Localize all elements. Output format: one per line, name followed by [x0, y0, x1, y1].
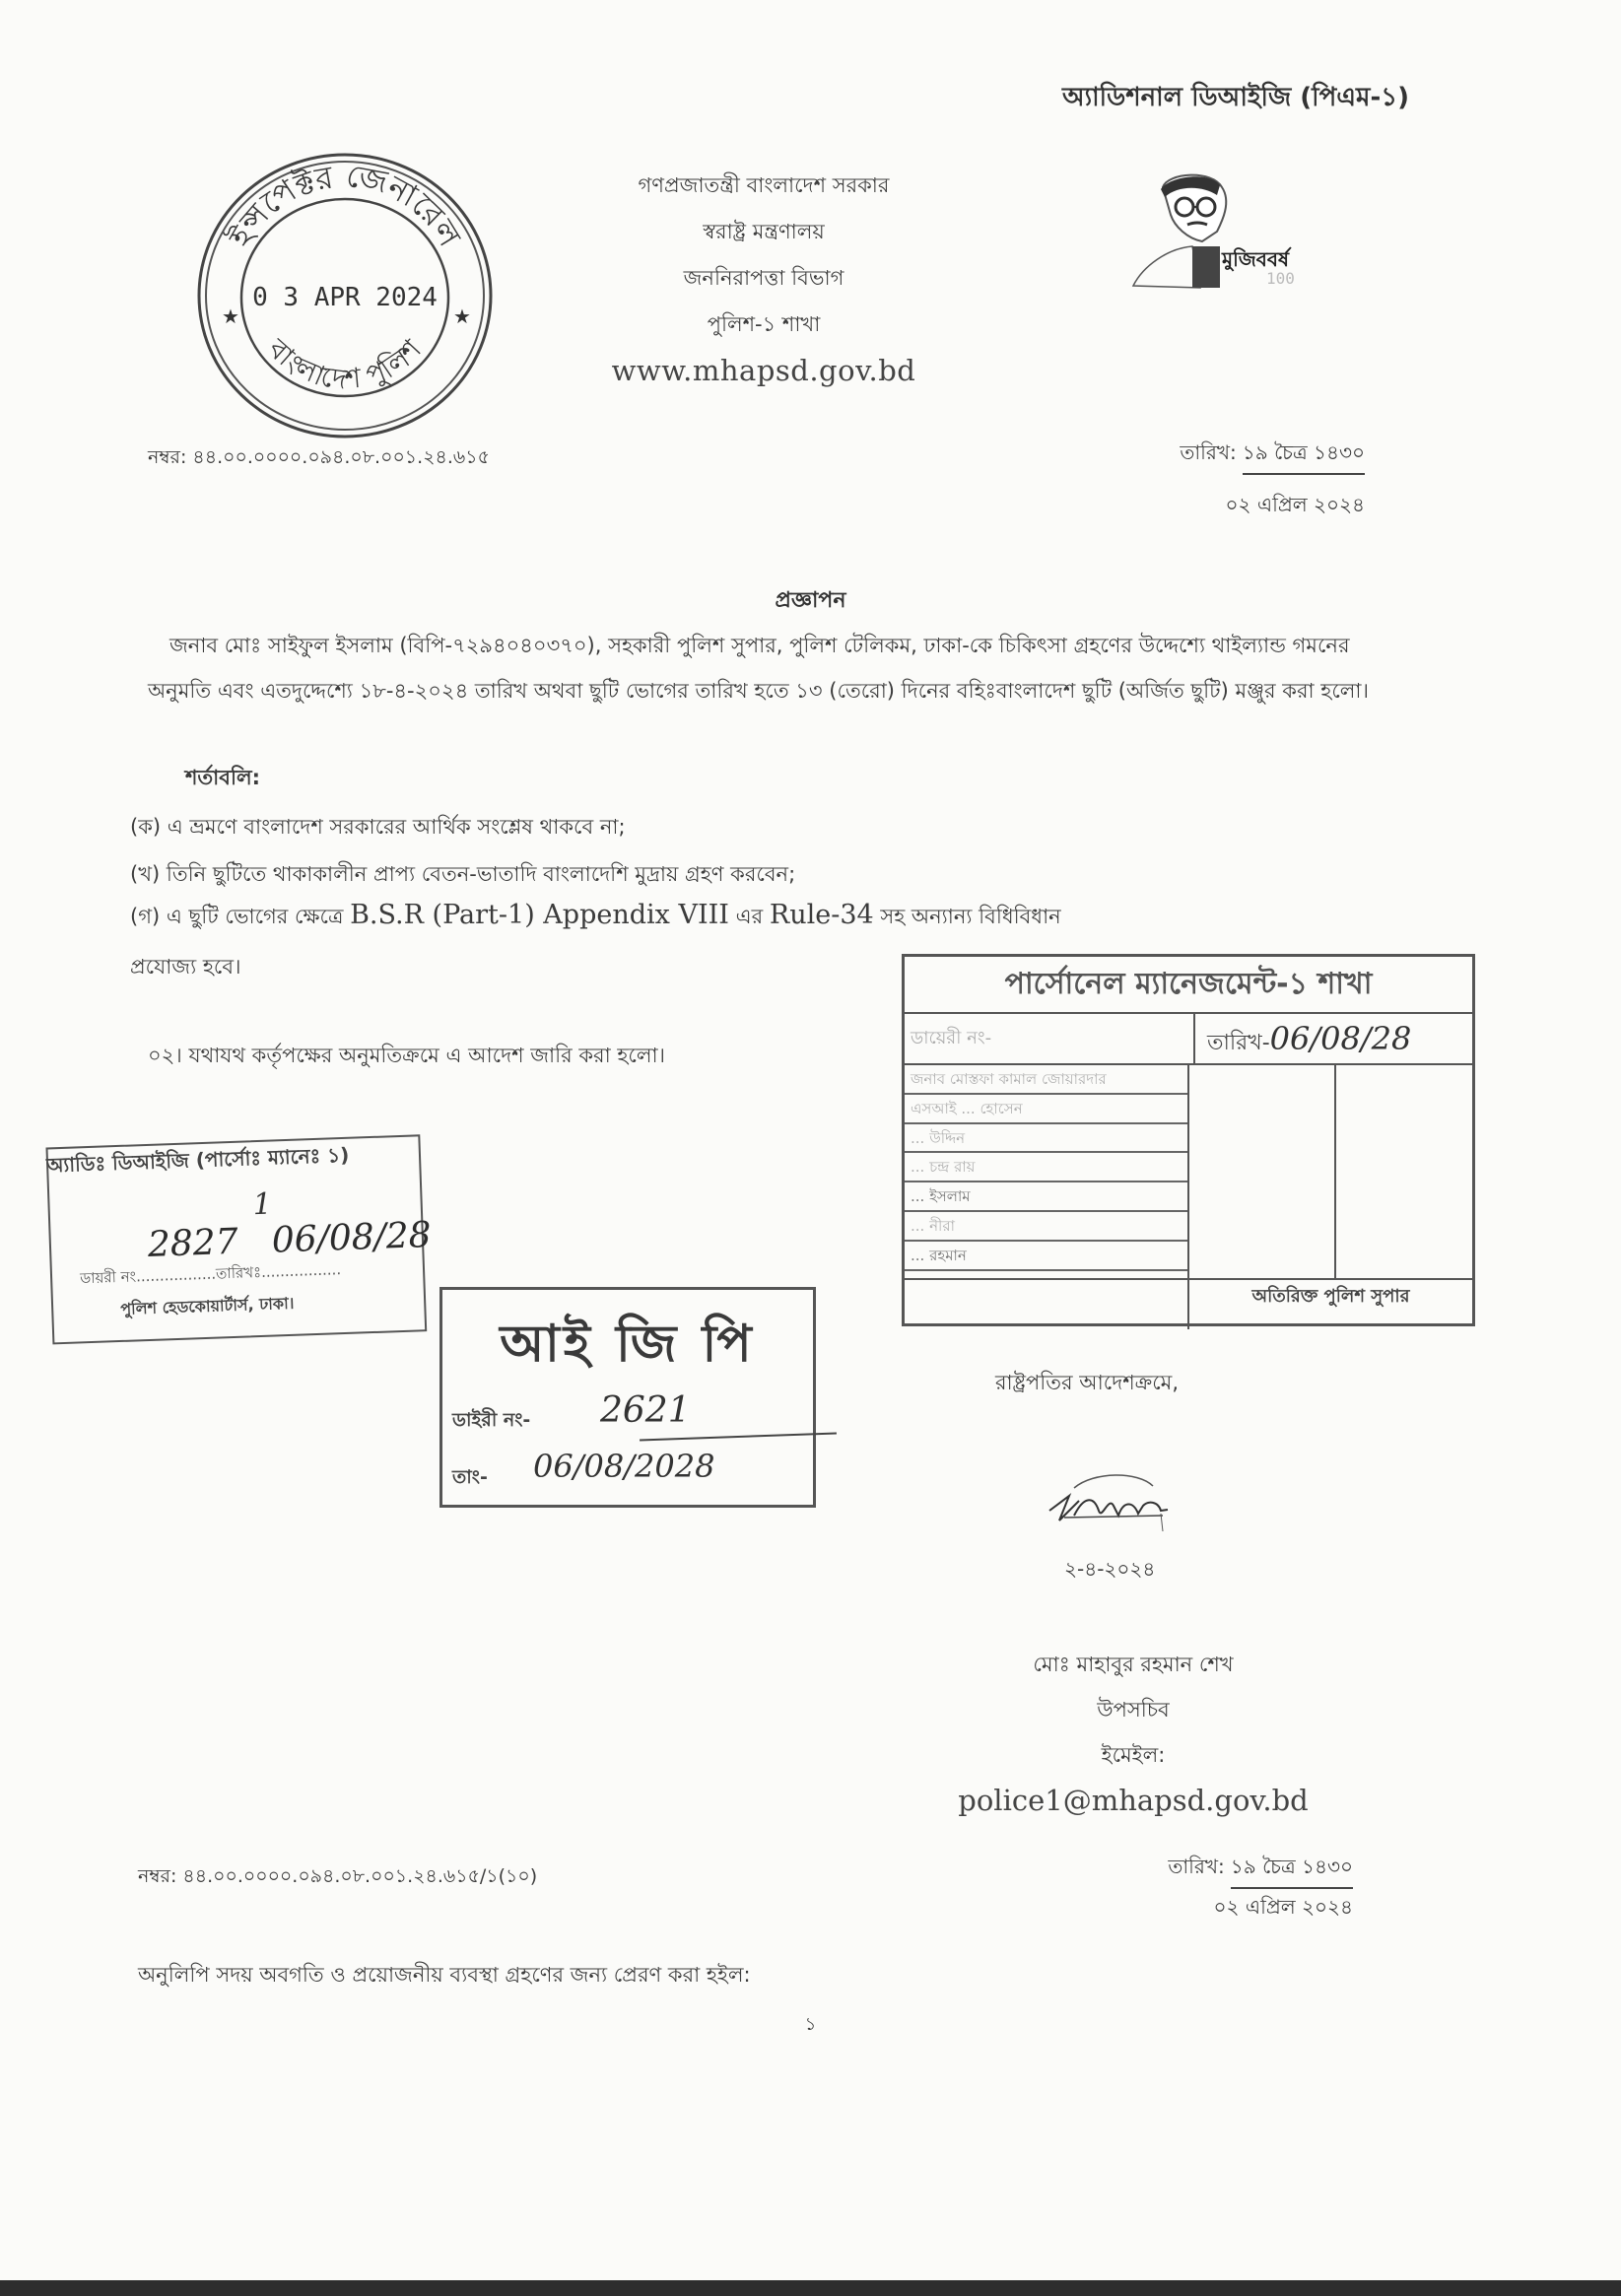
- dig-date-value: 06/08/28: [271, 1214, 433, 1261]
- igp-diary-label: ডাইরী নং-: [452, 1409, 531, 1431]
- pm-name-row: ... উদ্দিন: [905, 1124, 1187, 1154]
- copy-date-gregorian: ০২ এপ্রিল ২০২৪: [1213, 1895, 1353, 1919]
- pm-blank-cell: [1336, 1065, 1472, 1278]
- memo-date: [1180, 439, 1365, 523]
- copy-forward-note: অনুলিপি সদয় অবগতি ও প্রয়োজনীয় ব্যবস্থা গ্রহণের জন্য প্রেরণ করা হইল:: [138, 1963, 751, 1987]
- dig-hq-label: পুলিশ হেডকোয়ার্টার্স, ঢাকা।: [119, 1293, 295, 1318]
- signature-date: ২-৪-২০২৪: [1064, 1557, 1156, 1581]
- dig-handwritten-mark: 1: [252, 1186, 273, 1223]
- igp-underline: [640, 1433, 837, 1442]
- dig-stamp-title: অ্যাডিঃ ডিআইজি (পার্সোঃ ম্যানেঃ ১): [45, 1142, 350, 1178]
- pm-name-row: এসআই ... হোসেন: [905, 1095, 1187, 1124]
- by-order-of-president: রাষ্ট্রপতির আদেশক্রমে,: [995, 1371, 1179, 1394]
- seal-bottom-text: বাংলাদেশ পুলিশ: [261, 332, 428, 396]
- notification-paragraph: [148, 623, 1380, 713]
- ministry-name: স্বরাষ্ট্র মন্ত্রণালয়: [703, 220, 825, 243]
- pm-name-row: ... নীরা: [905, 1212, 1187, 1242]
- dig-diary-value: 2827: [147, 1221, 239, 1265]
- pm-date-label: তারিখ-: [1207, 1031, 1270, 1055]
- pm-stamp-title: পার্সোনেল ম্যানেজমেন্ট-১ শাখা: [905, 957, 1472, 1014]
- pm-date: [1195, 1014, 1472, 1063]
- signer-designation: উপসচিব: [1097, 1698, 1170, 1722]
- division-name: জননিরাপত্তা বিভাগ: [683, 266, 844, 290]
- signer-email[interactable]: police1@mhapsd.gov.bd: [958, 1784, 1309, 1817]
- date-label: তারিখ:: [1180, 440, 1237, 464]
- letterhead: [552, 163, 976, 394]
- scan-edge-band: [0, 2280, 1621, 2296]
- condition-kha: (খ) তিনি ছুটিতে থাকাকালীন প্রাপ্য বেতন-ভাতাদি বাংলাদেশি মুদ্রায় গ্রহণ করবেন;: [130, 862, 796, 886]
- date-bangla: ১৯ চৈত্র ১৪৩০: [1243, 439, 1365, 475]
- copy-date-bangla: ১৯ চৈত্র ১৪৩০: [1231, 1853, 1353, 1889]
- order-issued-line: ০২। যথাযথ কর্তৃপক্ষের অনুমতিক্রমে এ আদেশ জারি করা হলো।: [148, 1044, 666, 1067]
- logo-number: 100: [1266, 269, 1295, 288]
- condition-ga-mid: এর: [728, 905, 770, 928]
- igp-round-seal: [192, 148, 498, 443]
- igp-diary-value: 2621: [600, 1390, 691, 1431]
- conditions-heading: শর্তাবলি:: [185, 766, 261, 789]
- pm-footer-designation: অতিরিক্ত পুলিশ সুপার: [1251, 1286, 1410, 1307]
- signature-image: [1045, 1466, 1182, 1535]
- igp-date-label: তাং-: [452, 1466, 488, 1488]
- email-label: ইমেইল:: [1101, 1743, 1166, 1767]
- government-name: গণপ্রজাতন্ত্রী বাংলাদেশ সরকার: [638, 173, 890, 197]
- seal-top-text: ইন্সপেক্টর জেনারেল: [221, 156, 469, 253]
- pm-name-row: ... ইসলাম: [905, 1182, 1187, 1212]
- pm-blank-cell: [1189, 1065, 1336, 1278]
- personnel-management-stamp: [902, 954, 1475, 1326]
- paragraph-text: জনাব মোঃ সাইফুল ইসলাম (বিপি-৭২৯৪০৪০৩৭০), সহকারী পুলিশ সুপার, পুলিশ টেলিকম, ঢাকা-কে চিকিৎসা গ্রহণের উদ্দেশ্যে থাইল্যান্ড গমনের অনুমতি এবং এতদুদ্দেশ্যে ১৮-৪-২০২৪ তারিখ অথবা ছুটি ভোগের তারিখ হতে ১৩ (তেরো) দিনের বহিঃবাংলাদেশ ছুটি (অর্জিত ছুটি) মঞ্জুর করা হলো।: [148, 634, 1370, 703]
- star-icon: ★: [453, 304, 471, 328]
- date-gregorian: ০২ এপ্রিল ২০২৪: [1225, 493, 1365, 516]
- branch-name: পুলিশ-১ শাখা: [707, 312, 821, 336]
- seal-date: 0 3 APR 2024: [252, 283, 438, 312]
- pm-names-list: [905, 1065, 1189, 1278]
- notification-title: প্রজ্ঞাপন: [775, 588, 846, 613]
- igp-date-value: 06/08/2028: [533, 1448, 715, 1485]
- star-icon: ★: [222, 304, 239, 328]
- addl-dig-heading: অ্যাডিশনাল ডিআইজি (পিএম-১): [1062, 83, 1409, 112]
- rule-number: Rule-34: [769, 900, 874, 930]
- pm-diary-label: ডায়েরী নং-: [905, 1014, 1195, 1063]
- signer-name: মোঃ মাহাবুর রহমান শেখ: [1033, 1653, 1234, 1676]
- igp-stamp-title: আই জি পি: [500, 1315, 756, 1374]
- pm-name-row: জনাব মোস্তফা কামাল জোয়ারদার: [905, 1065, 1187, 1095]
- pm-name-row: ... চন্দ্র রায়: [905, 1153, 1187, 1182]
- pm-blank-cell: [905, 1280, 1189, 1329]
- dig-diary-label: ডায়রী নং.................তারিখঃ.................: [79, 1260, 342, 1288]
- memo-number: নম্বর: ৪৪.০০.০০০০.০৯৪.০৮.০০১.২৪.৬১৫: [148, 446, 490, 468]
- copy-memo-number: নম্বর: ৪৪.০০.০০০০.০৯৪.০৮.০০১.২৪.৬১৫/১(১০): [138, 1865, 538, 1887]
- copy-date-label: তারিখ:: [1168, 1855, 1225, 1878]
- copy-date: [1168, 1853, 1353, 1925]
- igp-stamp: [439, 1287, 816, 1508]
- pm-name-row: ... রহমান: [905, 1242, 1187, 1271]
- condition-ka: (ক) এ ভ্রমণে বাংলাদেশ সরকারের আর্থিক সংশ্লেষ থাকবে না;: [130, 815, 626, 839]
- condition-ga: [130, 900, 1061, 935]
- addl-dig-stamp: [35, 1124, 433, 1362]
- logo-text: মুজিববর্ষ: [1222, 247, 1290, 271]
- signer-block: [887, 1642, 1380, 1823]
- website-link[interactable]: www.mhapsd.gov.bd: [611, 354, 916, 387]
- page-number: ১: [804, 2014, 817, 2035]
- condition-ga-prefix: (গ) এ ছুটি ভোগের ক্ষেত্রে: [130, 905, 351, 928]
- mujib-borsho-logo: [1123, 168, 1301, 291]
- rule-reference: B.S.R (Part-1) Appendix VIII: [350, 900, 729, 930]
- condition-ga-suffix: সহ অন্যান্য বিধিবিধান: [873, 905, 1061, 928]
- condition-ga-line2: প্রযোজ্য হবে।: [130, 955, 241, 979]
- pm-date-value: 06/08/28: [1269, 1020, 1412, 1057]
